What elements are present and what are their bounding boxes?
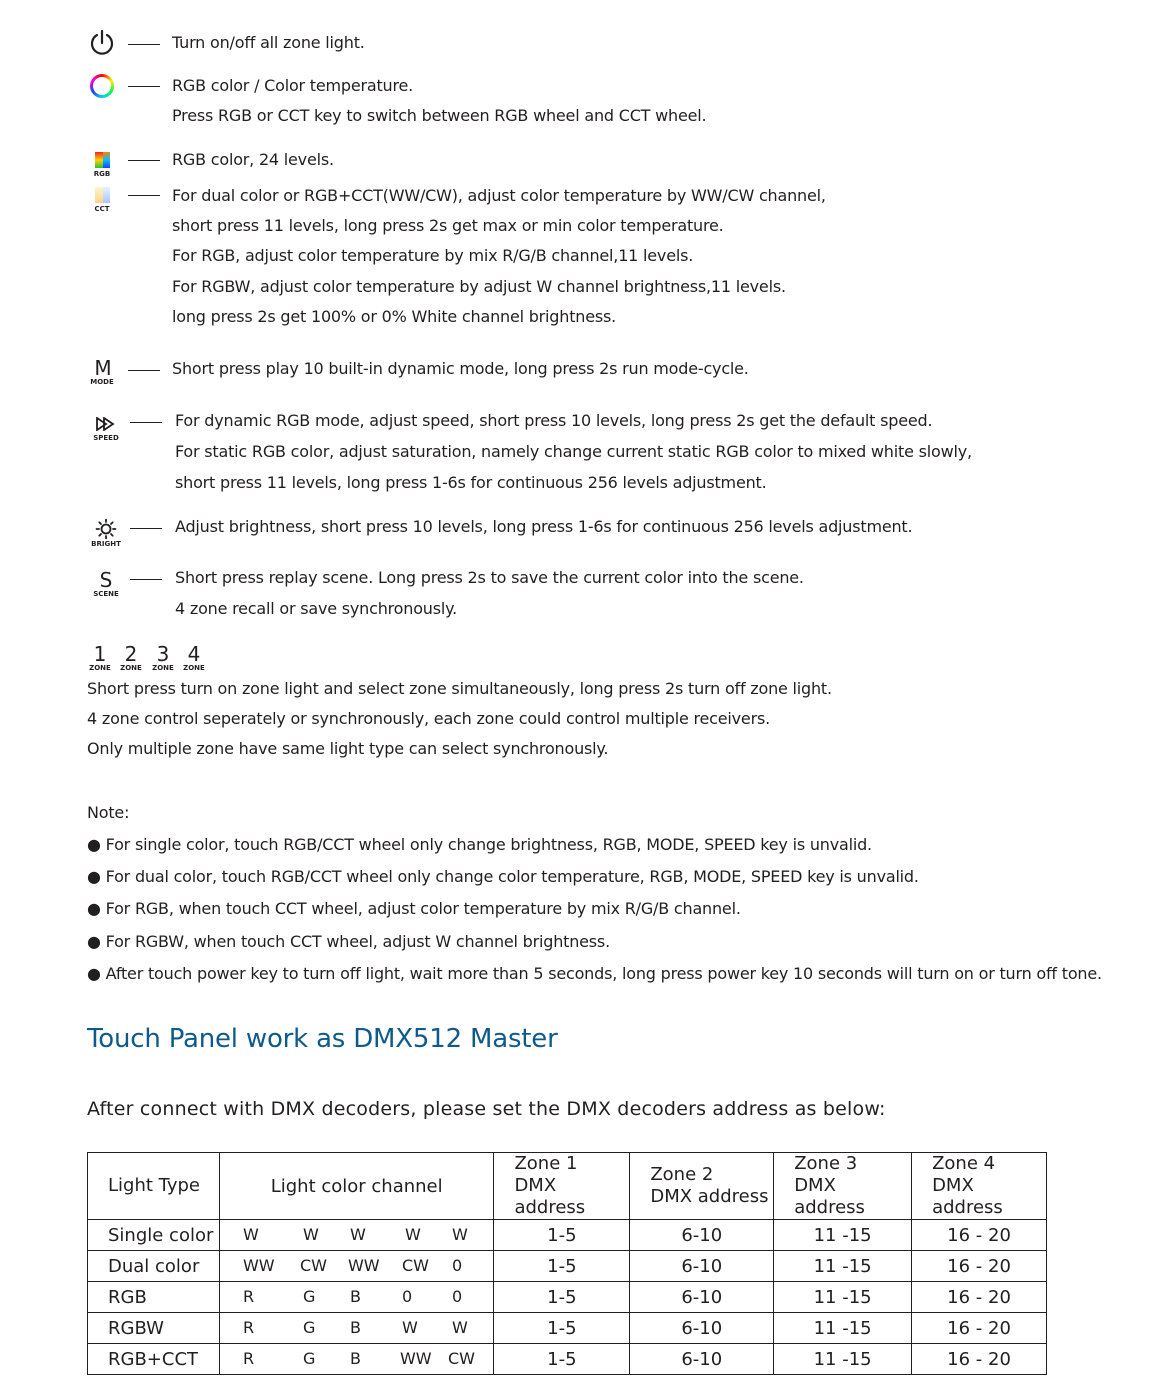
cell-zone-2: 6-10	[630, 1251, 774, 1282]
note-item-5: ● After touch power key to turn off light, wait more than 5 seconds, long press power key 10 seconds will turn on or turn off tone.	[87, 964, 1102, 983]
speed-key-label: SPEED	[93, 434, 119, 442]
rgb-desc: RGB color, 24 levels.	[172, 150, 334, 169]
cell-zone-4: 16 - 20	[912, 1344, 1047, 1375]
note-item-3: ● For RGB, when touch CCT wheel, adjust color temperature by mix R/G/B channel.	[87, 899, 741, 918]
rgb-key-icon	[95, 152, 110, 168]
zone-4-label: ZONE	[183, 664, 205, 672]
table-header-row	[88, 1153, 1047, 1220]
cell-zone-3: 11 -15	[774, 1313, 912, 1344]
scene-desc-1: Short press replay scene. Long press 2s to save the current color into the scene.	[175, 568, 804, 587]
scene-desc-2: 4 zone recall or save synchronously.	[175, 599, 457, 618]
speed-desc-3: short press 11 levels, long press 1-6s for continuous 256 levels adjustment.	[175, 473, 767, 492]
cell-zone-2: 6-10	[630, 1282, 774, 1313]
bright-key-label: BRIGHT	[91, 540, 121, 548]
section-intro: After connect with DMX decoders, please set the DMX decoders address as below:	[87, 1098, 886, 1120]
cell-zone-1: 1-5	[494, 1344, 630, 1375]
wheel-desc-1: RGB color / Color temperature.	[172, 76, 414, 95]
cell-channels: R G B 0 0	[219, 1282, 494, 1313]
header-zone-3: Zone 3 DMX address	[774, 1153, 912, 1220]
zone-3-label: ZONE	[152, 664, 174, 672]
cell-light-type: Single color	[88, 1220, 220, 1251]
cell-zone-3: 11 -15	[774, 1282, 912, 1313]
cct-desc-1: For dual color or RGB+CCT(WW/CW), adjust color temperature by WW/CW channel,	[172, 186, 826, 205]
scene-key-label: SCENE	[93, 590, 119, 598]
cell-zone-4: 16 - 20	[912, 1251, 1047, 1282]
mode-key-glyph: M	[94, 356, 112, 380]
zones-desc-2: 4 zone control seperately or synchronously, each zone could control multiple receivers.	[87, 709, 770, 728]
table-row	[88, 1313, 1047, 1344]
cct-desc-5: long press 2s get 100% or 0% White channel brightness.	[172, 307, 617, 326]
cell-zone-3: 11 -15	[774, 1344, 912, 1375]
cell-zone-1: 1-5	[494, 1282, 630, 1313]
power-icon	[89, 29, 115, 57]
cell-zone-4: 16 - 20	[912, 1282, 1047, 1313]
header-light-color-channel: Light color channel	[219, 1153, 494, 1220]
zone-1-label: ZONE	[89, 664, 111, 672]
mode-desc: Short press play 10 built-in dynamic mode, long press 2s run mode-cycle.	[172, 359, 749, 378]
cell-light-type: RGB	[88, 1282, 220, 1313]
header-light-type: Light Type	[88, 1153, 220, 1220]
cell-light-type: Dual color	[88, 1251, 220, 1282]
table-row	[88, 1251, 1047, 1282]
color-wheel-icon	[90, 74, 114, 98]
zone-3-glyph: 3	[156, 642, 170, 666]
cell-channels: R G B W W	[219, 1313, 494, 1344]
cell-channels: WW CW WW CW 0	[219, 1251, 494, 1282]
cell-zone-2: 6-10	[630, 1344, 774, 1375]
cell-light-type: RGB+CCT	[88, 1344, 220, 1375]
cell-zone-2: 6-10	[630, 1313, 774, 1344]
rgb-key-label: RGB	[93, 170, 111, 178]
table-row	[88, 1220, 1047, 1251]
scene-key-glyph: S	[99, 568, 113, 592]
speed-desc-2: For static RGB color, adjust saturation, namely change current static RGB color to mixed white slowly,	[175, 442, 972, 461]
cct-key-label: CCT	[94, 205, 110, 213]
note-item-2: ● For dual color, touch RGB/CCT wheel only change color temperature, RGB, MODE, SPEED key is unvalid.	[87, 867, 919, 886]
zone-4-glyph: 4	[187, 642, 201, 666]
header-zone-4: Zone 4 DMX address	[912, 1153, 1047, 1220]
cct-desc-4: For RGBW, adjust color temperature by adjust W channel brightness,11 levels.	[172, 277, 786, 296]
header-zone-1: Zone 1 DMX address	[494, 1153, 630, 1220]
cell-channels: R G B WW CW	[219, 1344, 494, 1375]
cell-light-type: RGBW	[88, 1313, 220, 1344]
cell-zone-1: 1-5	[494, 1220, 630, 1251]
cell-channels: W W W W W	[219, 1220, 494, 1251]
table-row	[88, 1344, 1047, 1375]
power-desc: Turn on/off all zone light.	[172, 33, 365, 52]
section-title: Touch Panel work as DMX512 Master	[87, 1024, 558, 1054]
wheel-desc-2: Press RGB or CCT key to switch between RGB wheel and CCT wheel.	[172, 106, 707, 125]
cct-desc-3: For RGB, adjust color temperature by mix R/G/B channel,11 levels.	[172, 246, 694, 265]
note-item-1: ● For single color, touch RGB/CCT wheel only change brightness, RGB, MODE, SPEED key is unvalid.	[87, 835, 872, 854]
speed-icon	[96, 417, 116, 431]
zones-desc-1: Short press turn on zone light and select zone simultaneously, long press 2s turn off zone light.	[87, 679, 832, 698]
cell-zone-1: 1-5	[494, 1251, 630, 1282]
dmx-address-table	[87, 1152, 1047, 1375]
speed-desc-1: For dynamic RGB mode, adjust speed, short press 10 levels, long press 2s get the default speed.	[175, 411, 933, 430]
zone-2-label: ZONE	[120, 664, 142, 672]
table-row	[88, 1282, 1047, 1313]
zones-desc-3: Only multiple zone have same light type can select synchronously.	[87, 739, 609, 758]
cct-key-icon	[95, 187, 110, 203]
note-item-4: ● For RGBW, when touch CCT wheel, adjust W channel brightness.	[87, 932, 610, 951]
header-zone-2: Zone 2 DMX address	[630, 1153, 774, 1220]
cct-desc-2: short press 11 levels, long press 2s get max or min color temperature.	[172, 216, 724, 235]
zone-1-glyph: 1	[93, 642, 107, 666]
cell-zone-2: 6-10	[630, 1220, 774, 1251]
note-heading: Note:	[87, 803, 130, 822]
cell-zone-1: 1-5	[494, 1313, 630, 1344]
zone-2-glyph: 2	[124, 642, 138, 666]
mode-key-label: MODE	[90, 378, 114, 386]
cell-zone-4: 16 - 20	[912, 1313, 1047, 1344]
cell-zone-3: 11 -15	[774, 1251, 912, 1282]
cell-zone-3: 11 -15	[774, 1220, 912, 1251]
cell-zone-4: 16 - 20	[912, 1220, 1047, 1251]
brightness-icon	[95, 519, 117, 539]
bright-desc: Adjust brightness, short press 10 levels, long press 1-6s for continuous 256 levels adjustment.	[175, 517, 913, 536]
